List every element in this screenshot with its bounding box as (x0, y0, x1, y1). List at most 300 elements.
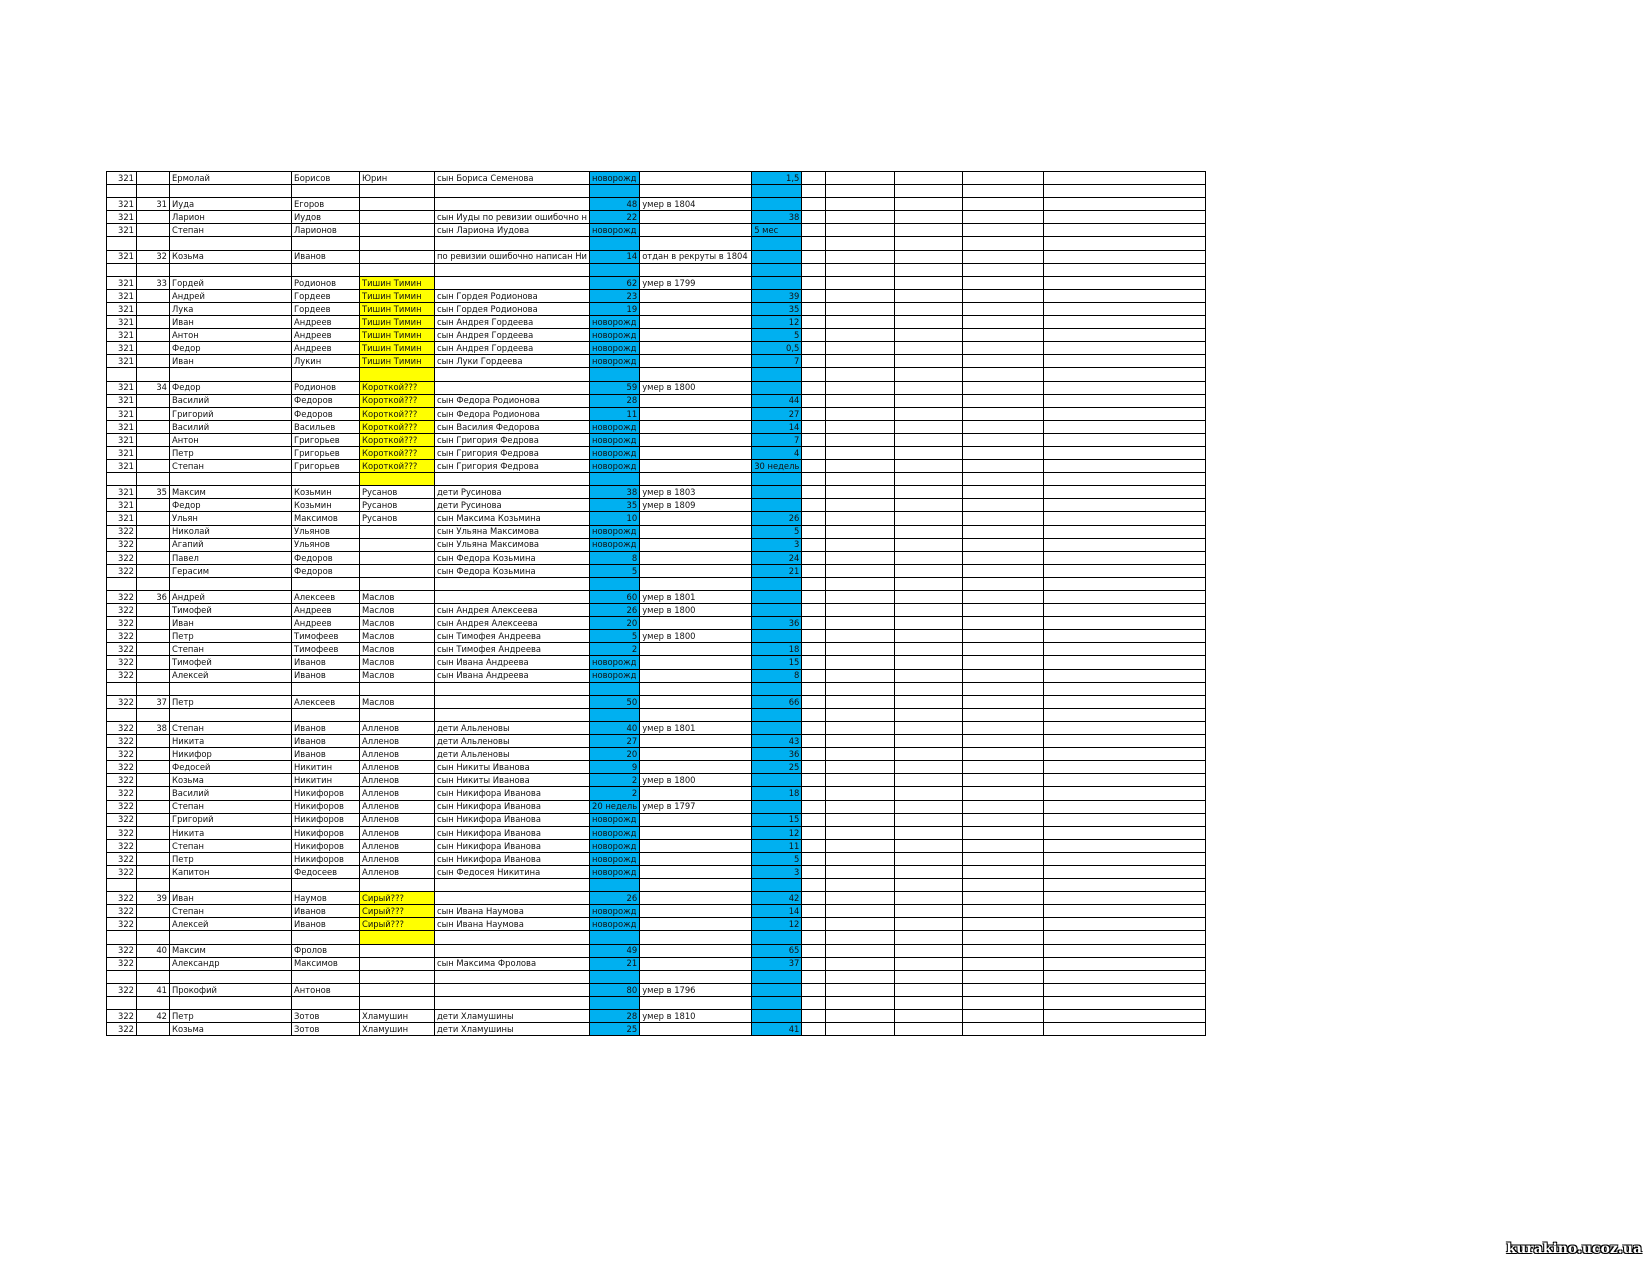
age-cell: 49 (590, 944, 640, 957)
name-cell: Степан (170, 460, 292, 473)
extra-cell (1044, 276, 1206, 289)
extra-cell (963, 748, 1044, 761)
household-cell (137, 682, 170, 695)
extra-cell (1044, 172, 1206, 185)
extra-cell (963, 708, 1044, 721)
patronymic-cell (292, 473, 360, 486)
patronymic-cell: Никифоров (292, 813, 360, 826)
page-cell: 322 (107, 748, 137, 761)
relation-cell (435, 198, 590, 211)
note-cell (640, 407, 752, 420)
extra-cell (895, 774, 963, 787)
patronymic-cell: Зотов (292, 1010, 360, 1023)
age2-cell (752, 577, 802, 590)
household-cell: 36 (137, 591, 170, 604)
relation-cell: сын Федора Козьмина (435, 564, 590, 577)
note-cell: умер в 1797 (640, 800, 752, 813)
table-row (107, 198, 1206, 211)
relation-cell: сын Луки Гордеева (435, 355, 590, 368)
extra-cell (802, 577, 826, 590)
extra-cell (895, 329, 963, 342)
extra-cell (963, 263, 1044, 276)
page-cell: 322 (107, 695, 137, 708)
patronymic-cell: Иванов (292, 905, 360, 918)
page-cell: 322 (107, 1023, 137, 1036)
age2-cell: 15 (752, 656, 802, 669)
surname-cell: Алленов (360, 748, 435, 761)
extra-cell (895, 682, 963, 695)
age-cell: 48 (590, 198, 640, 211)
relation-cell: сын Андрея Гордеева (435, 316, 590, 329)
extra-cell (1044, 630, 1206, 643)
surname-cell (360, 263, 435, 276)
note-cell: умер в 1804 (640, 198, 752, 211)
patronymic-cell: Никифоров (292, 839, 360, 852)
age2-cell (752, 931, 802, 944)
note-cell (640, 879, 752, 892)
name-cell: Ульян (170, 512, 292, 525)
extra-cell (895, 957, 963, 970)
extra-cell (802, 198, 826, 211)
age2-cell: 5 мес (752, 224, 802, 237)
extra-cell (802, 695, 826, 708)
note-cell (640, 669, 752, 682)
extra-cell (963, 735, 1044, 748)
note-cell (640, 564, 752, 577)
name-cell: Петр (170, 1010, 292, 1023)
extra-cell (1044, 865, 1206, 878)
age-cell: новорожд (590, 172, 640, 185)
age2-cell: 21 (752, 564, 802, 577)
age-cell: 22 (590, 211, 640, 224)
age-cell: новорожд (590, 669, 640, 682)
extra-cell (1044, 460, 1206, 473)
name-cell: Федор (170, 381, 292, 394)
extra-cell (826, 433, 895, 446)
extra-cell (826, 407, 895, 420)
extra-cell (963, 276, 1044, 289)
page-cell: 321 (107, 499, 137, 512)
surname-cell: Сирый??? (360, 918, 435, 931)
age-cell: 14 (590, 250, 640, 263)
page-cell (107, 263, 137, 276)
table-row (107, 525, 1206, 538)
extra-cell (826, 761, 895, 774)
age-cell: 20 (590, 617, 640, 630)
age-cell: 10 (590, 512, 640, 525)
extra-cell (1044, 892, 1206, 905)
page-cell: 322 (107, 721, 137, 734)
household-cell (137, 433, 170, 446)
patronymic-cell: Родионов (292, 276, 360, 289)
extra-cell (1044, 263, 1206, 276)
table-row (107, 538, 1206, 551)
extra-cell (1044, 813, 1206, 826)
extra-cell (1044, 473, 1206, 486)
relation-cell (435, 473, 590, 486)
patronymic-cell: Андреев (292, 604, 360, 617)
extra-cell (895, 748, 963, 761)
extra-cell (826, 604, 895, 617)
note-cell: умер в 1809 (640, 499, 752, 512)
table-row (107, 735, 1206, 748)
patronymic-cell: Федоров (292, 407, 360, 420)
note-cell (640, 473, 752, 486)
table-row (107, 329, 1206, 342)
extra-cell (963, 1010, 1044, 1023)
household-cell (137, 512, 170, 525)
age2-cell (752, 591, 802, 604)
note-cell (640, 172, 752, 185)
surname-cell: Алленов (360, 787, 435, 800)
age-cell: 20 недель (590, 800, 640, 813)
age-cell: новорожд (590, 420, 640, 433)
extra-cell (802, 211, 826, 224)
extra-cell (963, 172, 1044, 185)
extra-cell (963, 368, 1044, 381)
age-cell: 38 (590, 486, 640, 499)
extra-cell (1044, 996, 1206, 1009)
household-cell: 38 (137, 721, 170, 734)
note-cell: умер в 1801 (640, 721, 752, 734)
relation-cell: сын Ивана Андреева (435, 669, 590, 682)
extra-cell (826, 289, 895, 302)
note-cell (640, 1023, 752, 1036)
page-cell: 322 (107, 591, 137, 604)
extra-cell (802, 433, 826, 446)
household-cell (137, 656, 170, 669)
table-row (107, 185, 1206, 198)
extra-cell (895, 185, 963, 198)
extra-cell (1044, 682, 1206, 695)
page-cell (107, 682, 137, 695)
relation-cell: сын Ульяна Максимова (435, 538, 590, 551)
extra-cell (1044, 695, 1206, 708)
name-cell: Степан (170, 721, 292, 734)
relation-cell (435, 276, 590, 289)
extra-cell (802, 852, 826, 865)
name-cell: Гордей (170, 276, 292, 289)
extra-cell (895, 1010, 963, 1023)
age-cell: 19 (590, 302, 640, 315)
extra-cell (802, 172, 826, 185)
surname-cell: Юрин (360, 172, 435, 185)
note-cell (640, 682, 752, 695)
patronymic-cell: Наумов (292, 892, 360, 905)
extra-cell (802, 892, 826, 905)
note-cell: умер в 1800 (640, 630, 752, 643)
surname-cell: Алленов (360, 761, 435, 774)
note-cell (640, 852, 752, 865)
page-cell: 322 (107, 551, 137, 564)
extra-cell (963, 460, 1044, 473)
age-cell (590, 931, 640, 944)
surname-cell (360, 931, 435, 944)
age2-cell: 4 (752, 446, 802, 459)
extra-cell (895, 839, 963, 852)
age2-cell (752, 879, 802, 892)
relation-cell: сын Максима Фролова (435, 957, 590, 970)
age2-cell: 66 (752, 695, 802, 708)
extra-cell (1044, 617, 1206, 630)
page-cell (107, 577, 137, 590)
relation-cell: сын Григория Федрова (435, 446, 590, 459)
extra-cell (1044, 394, 1206, 407)
name-cell: Лука (170, 302, 292, 315)
table-row (107, 289, 1206, 302)
relation-cell (435, 695, 590, 708)
age2-cell: 39 (752, 289, 802, 302)
patronymic-cell: Гордеев (292, 289, 360, 302)
extra-cell (802, 813, 826, 826)
extra-cell (963, 355, 1044, 368)
surname-cell: Алленов (360, 800, 435, 813)
note-cell (640, 996, 752, 1009)
name-cell: Федор (170, 342, 292, 355)
extra-cell (895, 486, 963, 499)
extra-cell (963, 918, 1044, 931)
extra-cell (963, 931, 1044, 944)
table-row (107, 433, 1206, 446)
name-cell: Василий (170, 420, 292, 433)
page-cell: 321 (107, 420, 137, 433)
surname-cell: Короткой??? (360, 394, 435, 407)
surname-cell: Маслов (360, 630, 435, 643)
age2-cell (752, 708, 802, 721)
name-cell: Козьма (170, 774, 292, 787)
age-cell: новорожд (590, 525, 640, 538)
extra-cell (895, 224, 963, 237)
age2-cell (752, 368, 802, 381)
extra-cell (963, 433, 1044, 446)
note-cell: умер в 1810 (640, 1010, 752, 1023)
household-cell (137, 643, 170, 656)
name-cell: Никита (170, 826, 292, 839)
extra-cell (826, 460, 895, 473)
age-cell: новорожд (590, 905, 640, 918)
extra-cell (895, 879, 963, 892)
extra-cell (963, 486, 1044, 499)
page-cell: 321 (107, 407, 137, 420)
patronymic-cell: Максимов (292, 512, 360, 525)
patronymic-cell: Андреев (292, 617, 360, 630)
table-row (107, 813, 1206, 826)
extra-cell (1044, 656, 1206, 669)
page-cell: 322 (107, 852, 137, 865)
note-cell (640, 460, 752, 473)
name-cell: Григорий (170, 407, 292, 420)
household-cell (137, 630, 170, 643)
extra-cell (1044, 420, 1206, 433)
extra-cell (895, 551, 963, 564)
household-cell (137, 499, 170, 512)
household-cell (137, 617, 170, 630)
extra-cell (802, 970, 826, 983)
household-cell: 41 (137, 983, 170, 996)
page-cell: 322 (107, 656, 137, 669)
age-cell (590, 996, 640, 1009)
household-cell (137, 761, 170, 774)
relation-cell (435, 237, 590, 250)
household-cell (137, 551, 170, 564)
extra-cell (1044, 316, 1206, 329)
table-row (107, 643, 1206, 656)
age2-cell (752, 276, 802, 289)
age2-cell: 7 (752, 355, 802, 368)
extra-cell (963, 577, 1044, 590)
extra-cell (1044, 211, 1206, 224)
name-cell: Ермолай (170, 172, 292, 185)
extra-cell (826, 302, 895, 315)
name-cell: Федор (170, 499, 292, 512)
note-cell (640, 695, 752, 708)
age-cell (590, 682, 640, 695)
age-cell: 23 (590, 289, 640, 302)
extra-cell (802, 302, 826, 315)
extra-cell (1044, 826, 1206, 839)
extra-cell (1044, 983, 1206, 996)
extra-cell (1044, 329, 1206, 342)
household-cell (137, 185, 170, 198)
patronymic-cell: Федосеев (292, 865, 360, 878)
household-cell (137, 787, 170, 800)
age-cell: 20 (590, 748, 640, 761)
page-cell (107, 185, 137, 198)
table-row (107, 499, 1206, 512)
patronymic-cell: Никитин (292, 761, 360, 774)
patronymic-cell: Ульянов (292, 525, 360, 538)
surname-cell: Алленов (360, 852, 435, 865)
surname-cell: Тишин Тимин (360, 342, 435, 355)
household-cell (137, 289, 170, 302)
name-cell: Тимофей (170, 604, 292, 617)
note-cell (640, 525, 752, 538)
table-row (107, 905, 1206, 918)
extra-cell (802, 748, 826, 761)
relation-cell: дети Хламушины (435, 1023, 590, 1036)
extra-cell (826, 224, 895, 237)
age-cell: 5 (590, 630, 640, 643)
age-cell: 21 (590, 957, 640, 970)
extra-cell (826, 879, 895, 892)
relation-cell: сын Федосея Никитина (435, 865, 590, 878)
age2-cell: 1,5 (752, 172, 802, 185)
age-cell: новорожд (590, 355, 640, 368)
note-cell (640, 446, 752, 459)
relation-cell (435, 944, 590, 957)
surname-cell: Короткой??? (360, 407, 435, 420)
patronymic-cell: Борисов (292, 172, 360, 185)
extra-cell (895, 211, 963, 224)
extra-cell (963, 761, 1044, 774)
table-row (107, 368, 1206, 381)
extra-cell (1044, 774, 1206, 787)
extra-cell (1044, 735, 1206, 748)
table-row (107, 669, 1206, 682)
extra-cell (826, 800, 895, 813)
patronymic-cell: Фролов (292, 944, 360, 957)
extra-cell (895, 983, 963, 996)
age2-cell (752, 381, 802, 394)
name-cell: Антон (170, 329, 292, 342)
extra-cell (802, 499, 826, 512)
extra-cell (802, 839, 826, 852)
surname-cell: Сирый??? (360, 892, 435, 905)
surname-cell: Русанов (360, 486, 435, 499)
page-cell: 322 (107, 813, 137, 826)
page-cell: 322 (107, 826, 137, 839)
name-cell: Максим (170, 486, 292, 499)
extra-cell (895, 669, 963, 682)
page-cell: 321 (107, 486, 137, 499)
surname-cell: Маслов (360, 604, 435, 617)
relation-cell: дети Русинова (435, 486, 590, 499)
extra-cell (963, 682, 1044, 695)
extra-cell (802, 708, 826, 721)
extra-cell (963, 643, 1044, 656)
extra-cell (963, 198, 1044, 211)
table-row (107, 355, 1206, 368)
extra-cell (826, 918, 895, 931)
relation-cell: сын Никифора Иванова (435, 787, 590, 800)
age2-cell: 27 (752, 407, 802, 420)
extra-cell (895, 944, 963, 957)
name-cell: Василий (170, 394, 292, 407)
patronymic-cell: Федоров (292, 551, 360, 564)
extra-cell (895, 407, 963, 420)
table-row (107, 394, 1206, 407)
patronymic-cell: Антонов (292, 983, 360, 996)
surname-cell: Алленов (360, 774, 435, 787)
table-row (107, 879, 1206, 892)
household-cell (137, 368, 170, 381)
note-cell (640, 761, 752, 774)
patronymic-cell: Козьмин (292, 486, 360, 499)
page-cell (107, 368, 137, 381)
age2-cell (752, 499, 802, 512)
surname-cell: Маслов (360, 656, 435, 669)
name-cell: Александр (170, 957, 292, 970)
table-row (107, 800, 1206, 813)
surname-cell (360, 538, 435, 551)
extra-cell (1044, 957, 1206, 970)
age-cell: 25 (590, 1023, 640, 1036)
household-cell (137, 420, 170, 433)
extra-cell (1044, 800, 1206, 813)
name-cell: Козьма (170, 1023, 292, 1036)
relation-cell: сын Андрея Гордеева (435, 342, 590, 355)
extra-cell (963, 905, 1044, 918)
name-cell: Герасим (170, 564, 292, 577)
age-cell: 27 (590, 735, 640, 748)
extra-cell (826, 735, 895, 748)
surname-cell (360, 198, 435, 211)
table-row (107, 302, 1206, 315)
page-cell: 321 (107, 460, 137, 473)
extra-cell (826, 839, 895, 852)
extra-cell (802, 446, 826, 459)
table-row (107, 460, 1206, 473)
patronymic-cell: Никифоров (292, 800, 360, 813)
age-cell: 2 (590, 787, 640, 800)
page-cell: 321 (107, 172, 137, 185)
note-cell (640, 643, 752, 656)
relation-cell: сын Лариона Иудова (435, 224, 590, 237)
page-cell: 322 (107, 735, 137, 748)
patronymic-cell: Григорьев (292, 446, 360, 459)
patronymic-cell (292, 185, 360, 198)
extra-cell (1044, 289, 1206, 302)
